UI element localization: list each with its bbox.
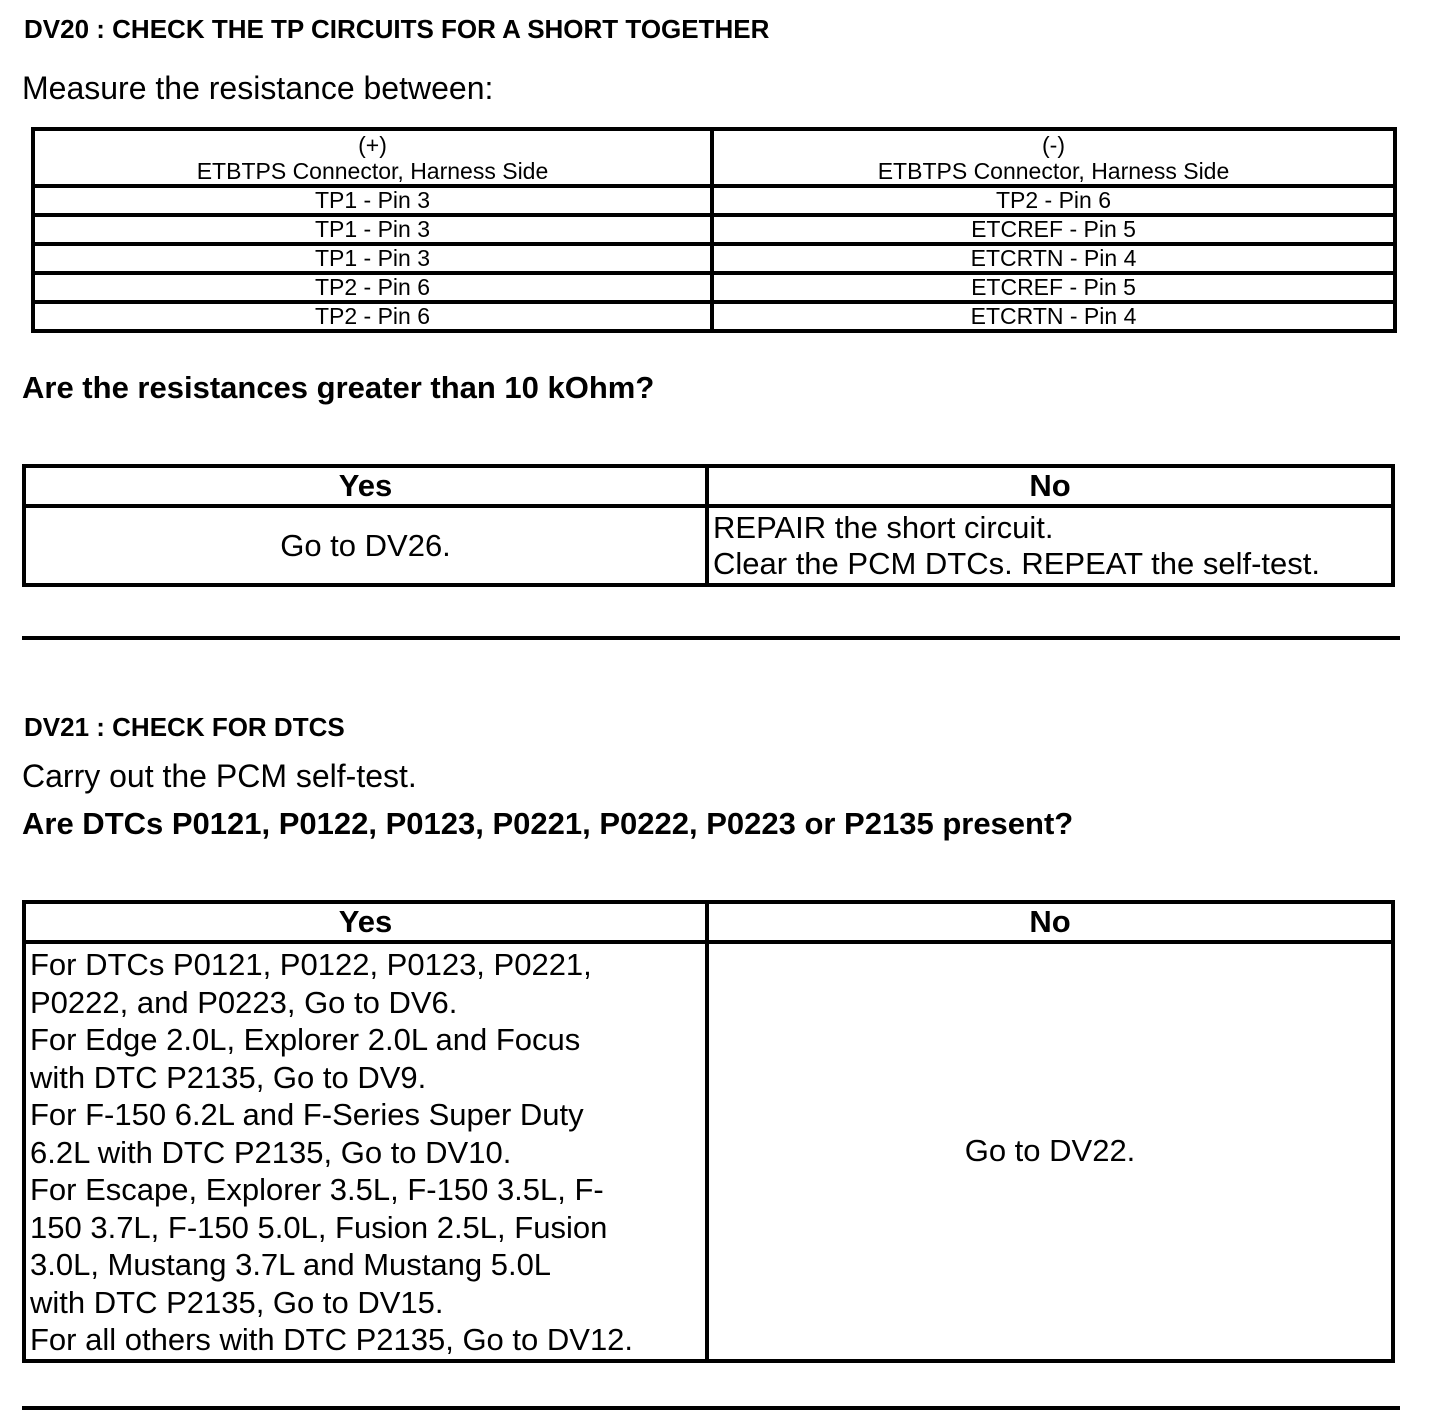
table-row	[33, 186, 1395, 215]
negative-sign: (-)	[1042, 131, 1065, 158]
answer-line: with DTC P2135, Go to DV9.	[30, 1059, 427, 1095]
answer-line: Clear the PCM DTCs. REPEAT the self-test.	[713, 545, 1320, 581]
dv21-yes-header: Yes	[24, 902, 707, 942]
dv20-yes-header: Yes	[24, 466, 707, 506]
answer-line: For Escape, Explorer 3.5L, F-150 3.5L, F-	[30, 1172, 604, 1207]
dv21-answer-table	[22, 900, 1395, 1363]
answer-line: 150 3.7L, F-150 5.0L, Fusion 2.5L, Fusion	[30, 1209, 608, 1245]
answer-line: P0222, and P0223, Go to DV6.	[30, 984, 458, 1020]
negative-header-cell	[712, 129, 1395, 186]
dv20-title: DV20 : CHECK THE TP CIRCUITS FOR A SHORT TOGETHER	[24, 14, 770, 44]
dv21-instruction: Carry out the PCM self-test.	[22, 758, 417, 794]
table-row	[33, 302, 1395, 331]
answer-line: 6.2L with DTC P2135, Go to DV10.	[30, 1134, 512, 1170]
positive-cell: TP1 - Pin 3	[33, 244, 712, 273]
table-row	[33, 215, 1395, 244]
table-row	[33, 244, 1395, 273]
answer-line: For F-150 6.2L and F-Series Super Duty	[30, 1097, 584, 1132]
dv20-instruction: Measure the resistance between:	[22, 70, 494, 106]
positive-cell: TP2 - Pin 6	[33, 273, 712, 302]
table-row	[33, 273, 1395, 302]
answer-line: REPAIR the short circuit.	[713, 509, 1054, 545]
measurement-table	[31, 127, 1397, 333]
answer-line: with DTC P2135, Go to DV15.	[30, 1284, 444, 1320]
answer-line: For DTCs P0121, P0122, P0123, P0221,	[30, 947, 592, 982]
dv20-no-answer	[707, 506, 1393, 585]
negative-cell: ETCREF - Pin 5	[712, 215, 1395, 244]
dv21-no-answer: Go to DV22.	[707, 942, 1393, 1361]
positive-header: ETBTPS Connector, Harness Side	[196, 157, 549, 184]
dv21-yes-answer	[24, 942, 707, 1361]
dv21-question: Are DTCs P0121, P0122, P0123, P0221, P0222, P0223 or P2135 present?	[22, 806, 1074, 841]
dv21-title: DV21 : CHECK FOR DTCS	[24, 712, 345, 742]
section-divider	[22, 1406, 1400, 1410]
answer-line: 3.0L, Mustang 3.7L and Mustang 5.0L	[30, 1247, 552, 1282]
dv20-no-header: No	[707, 466, 1393, 506]
negative-cell: ETCREF - Pin 5	[712, 273, 1395, 302]
answer-line: For Edge 2.0L, Explorer 2.0L and Focus	[30, 1022, 581, 1057]
dv21-no-header: No	[707, 902, 1393, 942]
positive-header-cell	[33, 129, 712, 186]
positive-cell: TP2 - Pin 6	[33, 302, 712, 331]
positive-sign: (+)	[358, 131, 387, 158]
positive-cell: TP1 - Pin 3	[33, 215, 712, 244]
positive-cell: TP1 - Pin 3	[33, 186, 712, 215]
negative-cell: ETCRTN - Pin 4	[712, 302, 1395, 331]
negative-header: ETBTPS Connector, Harness Side	[877, 157, 1230, 184]
measurement-header-row	[33, 129, 1395, 186]
dv20-answer-table	[22, 464, 1395, 587]
dv20-yes-answer: Go to DV26.	[24, 506, 707, 585]
negative-cell: ETCRTN - Pin 4	[712, 244, 1395, 273]
dv20-question: Are the resistances greater than 10 kOhm?	[22, 370, 655, 405]
answer-line: For all others with DTC P2135, Go to DV12.	[30, 1322, 634, 1357]
section-divider	[22, 636, 1400, 640]
negative-cell: TP2 - Pin 6	[712, 186, 1395, 215]
